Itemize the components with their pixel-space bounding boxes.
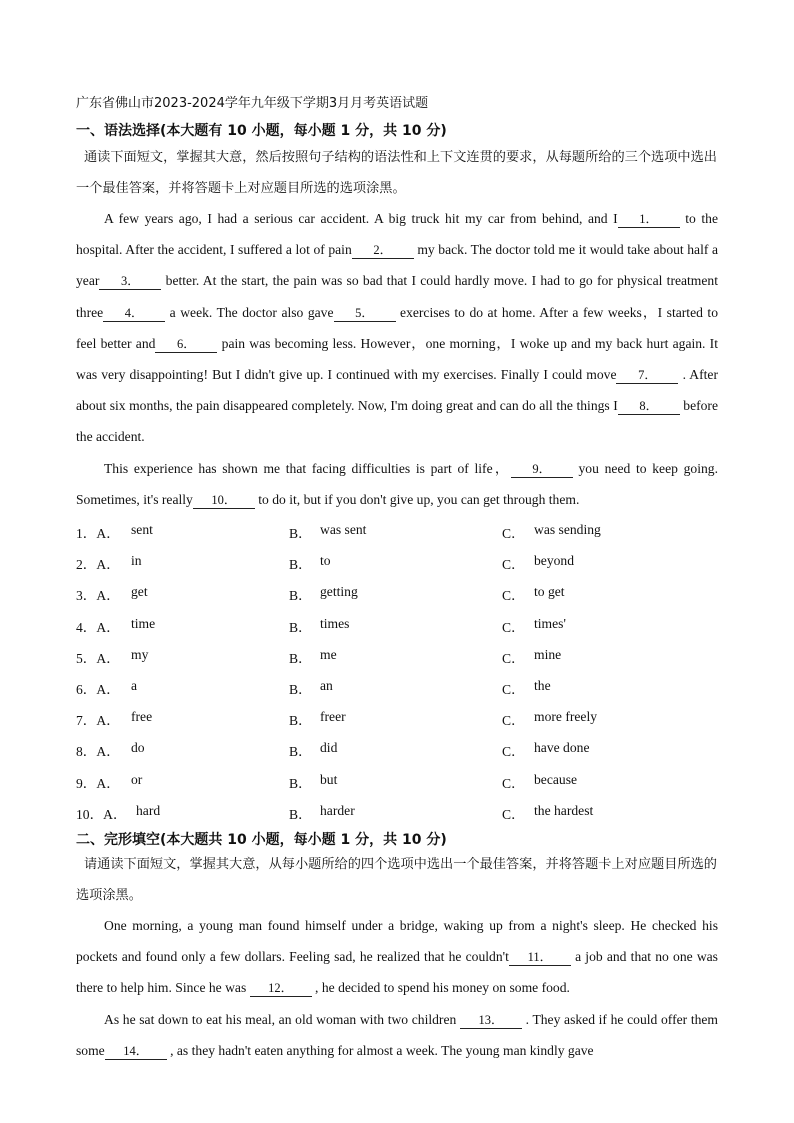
- option-b-label: B．: [289, 775, 312, 791]
- document-title: 广东省佛山市2023-2024学年九年级下学期3月月考英语试题: [76, 96, 429, 111]
- blank-13[interactable]: 13．: [460, 1013, 522, 1029]
- option-a[interactable]: my: [131, 646, 149, 662]
- section1-passage-paragraph-1: A few years ago, I had a serious car accident. A big truck hit my car from behind, and I 1． to the hospital. After the accident, I suffered a lot of pain 2． my back. The doctor told me it would take about half a year 3． better. At the start, the pain was so bad that I could hardly move. I had to go for physical treatment three 4． a week. The doctor also gave 5． exercises to do at home. After a few weeks，I started to feel better and 6． pain was becoming less. However，one morning，I woke up and my back hurt again. It was very disappointing! But I didn't give up. I continued with my exercises. Finally I could move 7． . After about six months, the pain disappeared completely. Now, I'm doing great and can do all the things I 8． before the accident.: [76, 211, 719, 445]
- question-number: 1．A．: [76, 526, 120, 541]
- option-b[interactable]: did: [320, 740, 338, 756]
- option-b[interactable]: to: [320, 553, 331, 569]
- question-number: 9．A．: [76, 775, 120, 791]
- section1-options: [76, 516, 718, 828]
- option-row: [76, 703, 718, 734]
- option-row: [76, 672, 718, 703]
- question-number: 6．A．: [76, 681, 120, 697]
- option-a[interactable]: free: [131, 709, 153, 725]
- option-b-label: B．: [289, 806, 312, 822]
- option-row: [76, 766, 718, 797]
- question-number: 4．A．: [76, 619, 120, 635]
- blank-9[interactable]: 9．: [511, 462, 573, 478]
- option-c[interactable]: times': [534, 615, 566, 631]
- option-b-label: B．: [289, 650, 312, 666]
- option-c[interactable]: beyond: [534, 553, 575, 569]
- option-a[interactable]: hard: [136, 802, 161, 818]
- section1-heading: 一、语法选择(本大题有 10 小题，每小题 1 分，共 10 分): [76, 123, 447, 139]
- option-b-label: B．: [289, 713, 312, 729]
- option-c-label: C．: [502, 681, 525, 697]
- option-row: [76, 578, 718, 609]
- option-c-label: C．: [502, 650, 525, 666]
- blank-4[interactable]: 4．: [103, 306, 165, 322]
- question-number: 2．A．: [76, 557, 120, 573]
- question-number: 5．A．: [76, 650, 120, 666]
- option-b-label: B．: [289, 619, 312, 635]
- section2-passage-paragraph-1: One morning, a young man found himself under a bridge, waking up from a night's sleep. He checked his pockets and found only a few dollars. Feeling sad, he realized that he couldn't 11． a job and that no one was there to help him. Since he was 12． , he decided to spend his money on some food.: [76, 918, 718, 996]
- section2-passage-paragraph-2: As he sat down to eat his meal, an old woman with two children 13． . They asked if he could offer them some 14． , as they hadn't eaten anything for almost a week. The young man kindly gave: [76, 1012, 718, 1059]
- option-c[interactable]: to get: [534, 584, 565, 600]
- blank-5[interactable]: 5．: [334, 306, 396, 322]
- option-row: [76, 547, 718, 578]
- option-b-label: B．: [289, 526, 312, 541]
- option-c[interactable]: have done: [534, 740, 590, 756]
- option-a[interactable]: get: [131, 584, 148, 600]
- blank-6[interactable]: 6．: [155, 337, 217, 353]
- option-b-label: B．: [289, 744, 312, 760]
- option-row: [76, 734, 718, 765]
- option-c-label: C．: [502, 775, 525, 791]
- option-c[interactable]: the hardest: [534, 802, 594, 818]
- blank-2[interactable]: 2．: [352, 243, 414, 259]
- option-b[interactable]: freer: [320, 709, 346, 725]
- option-a[interactable]: or: [131, 771, 143, 787]
- option-a[interactable]: sent: [131, 522, 153, 537]
- blank-1[interactable]: 1．: [618, 212, 680, 228]
- blank-12[interactable]: 12．: [250, 981, 312, 997]
- blank-11[interactable]: 11．: [509, 950, 571, 966]
- option-b[interactable]: times: [320, 615, 350, 631]
- option-b[interactable]: but: [320, 771, 338, 787]
- option-c[interactable]: mine: [534, 646, 562, 662]
- section2-heading: 二、完形填空(本大题共 10 小题，每小题 1 分，共 10 分): [76, 832, 447, 848]
- question-number: 8．A．: [76, 744, 120, 760]
- option-a[interactable]: time: [131, 615, 156, 631]
- option-b[interactable]: getting: [320, 584, 358, 600]
- option-c-label: C．: [502, 806, 525, 822]
- blank-10[interactable]: 10．: [193, 493, 255, 509]
- option-b-label: B．: [289, 588, 312, 604]
- option-b-label: B．: [289, 557, 312, 573]
- option-c[interactable]: because: [534, 771, 578, 787]
- option-row: [76, 797, 718, 828]
- section2-instruction: 请通读下面短文，掌握其大意，从每小题所给的四个选项中选出一个最佳答案，并将答题卡上对应题目所选的选项涂黑。: [76, 857, 717, 903]
- question-number: 10．A．: [76, 806, 127, 822]
- option-b[interactable]: an: [320, 677, 333, 693]
- option-c[interactable]: was sending: [534, 522, 601, 537]
- option-c-label: C．: [502, 557, 525, 573]
- blank-8[interactable]: 8．: [618, 399, 680, 415]
- option-row: [76, 641, 718, 672]
- blank-7[interactable]: 7．: [616, 368, 678, 384]
- option-row: [76, 610, 718, 641]
- option-row: [76, 516, 718, 547]
- option-c-label: C．: [502, 619, 525, 635]
- option-b[interactable]: harder: [320, 802, 355, 818]
- question-number: 7．A．: [76, 713, 120, 729]
- option-b[interactable]: was sent: [320, 522, 367, 537]
- option-b-label: B．: [289, 681, 312, 697]
- option-c[interactable]: more freely: [534, 709, 598, 725]
- option-b[interactable]: me: [320, 646, 337, 662]
- option-c-label: C．: [502, 588, 525, 604]
- blank-14[interactable]: 14．: [105, 1044, 167, 1060]
- blank-3[interactable]: 3．: [99, 274, 161, 290]
- option-c-label: C．: [502, 744, 525, 760]
- option-a[interactable]: a: [131, 677, 138, 693]
- option-c-label: C．: [502, 713, 525, 729]
- question-number: 3．A．: [76, 588, 120, 604]
- section1-passage-paragraph-2: This experience has shown me that facing difficulties is part of life， 9． you need to keep going. Sometimes, it's really 10． to do it, but if you don't give up, you can get through them.: [76, 461, 718, 508]
- section1-instruction: 通读下面短文，掌握其大意，然后按照句子结构的语法性和上下文连贯的要求，从每题所给的三个选项中选出一个最佳答案，并将答题卡上对应题目所选的选项涂黑。: [76, 150, 717, 196]
- option-a[interactable]: in: [131, 553, 142, 569]
- option-c-label: C．: [502, 526, 525, 541]
- option-a[interactable]: do: [131, 740, 145, 756]
- option-c[interactable]: the: [534, 677, 551, 693]
